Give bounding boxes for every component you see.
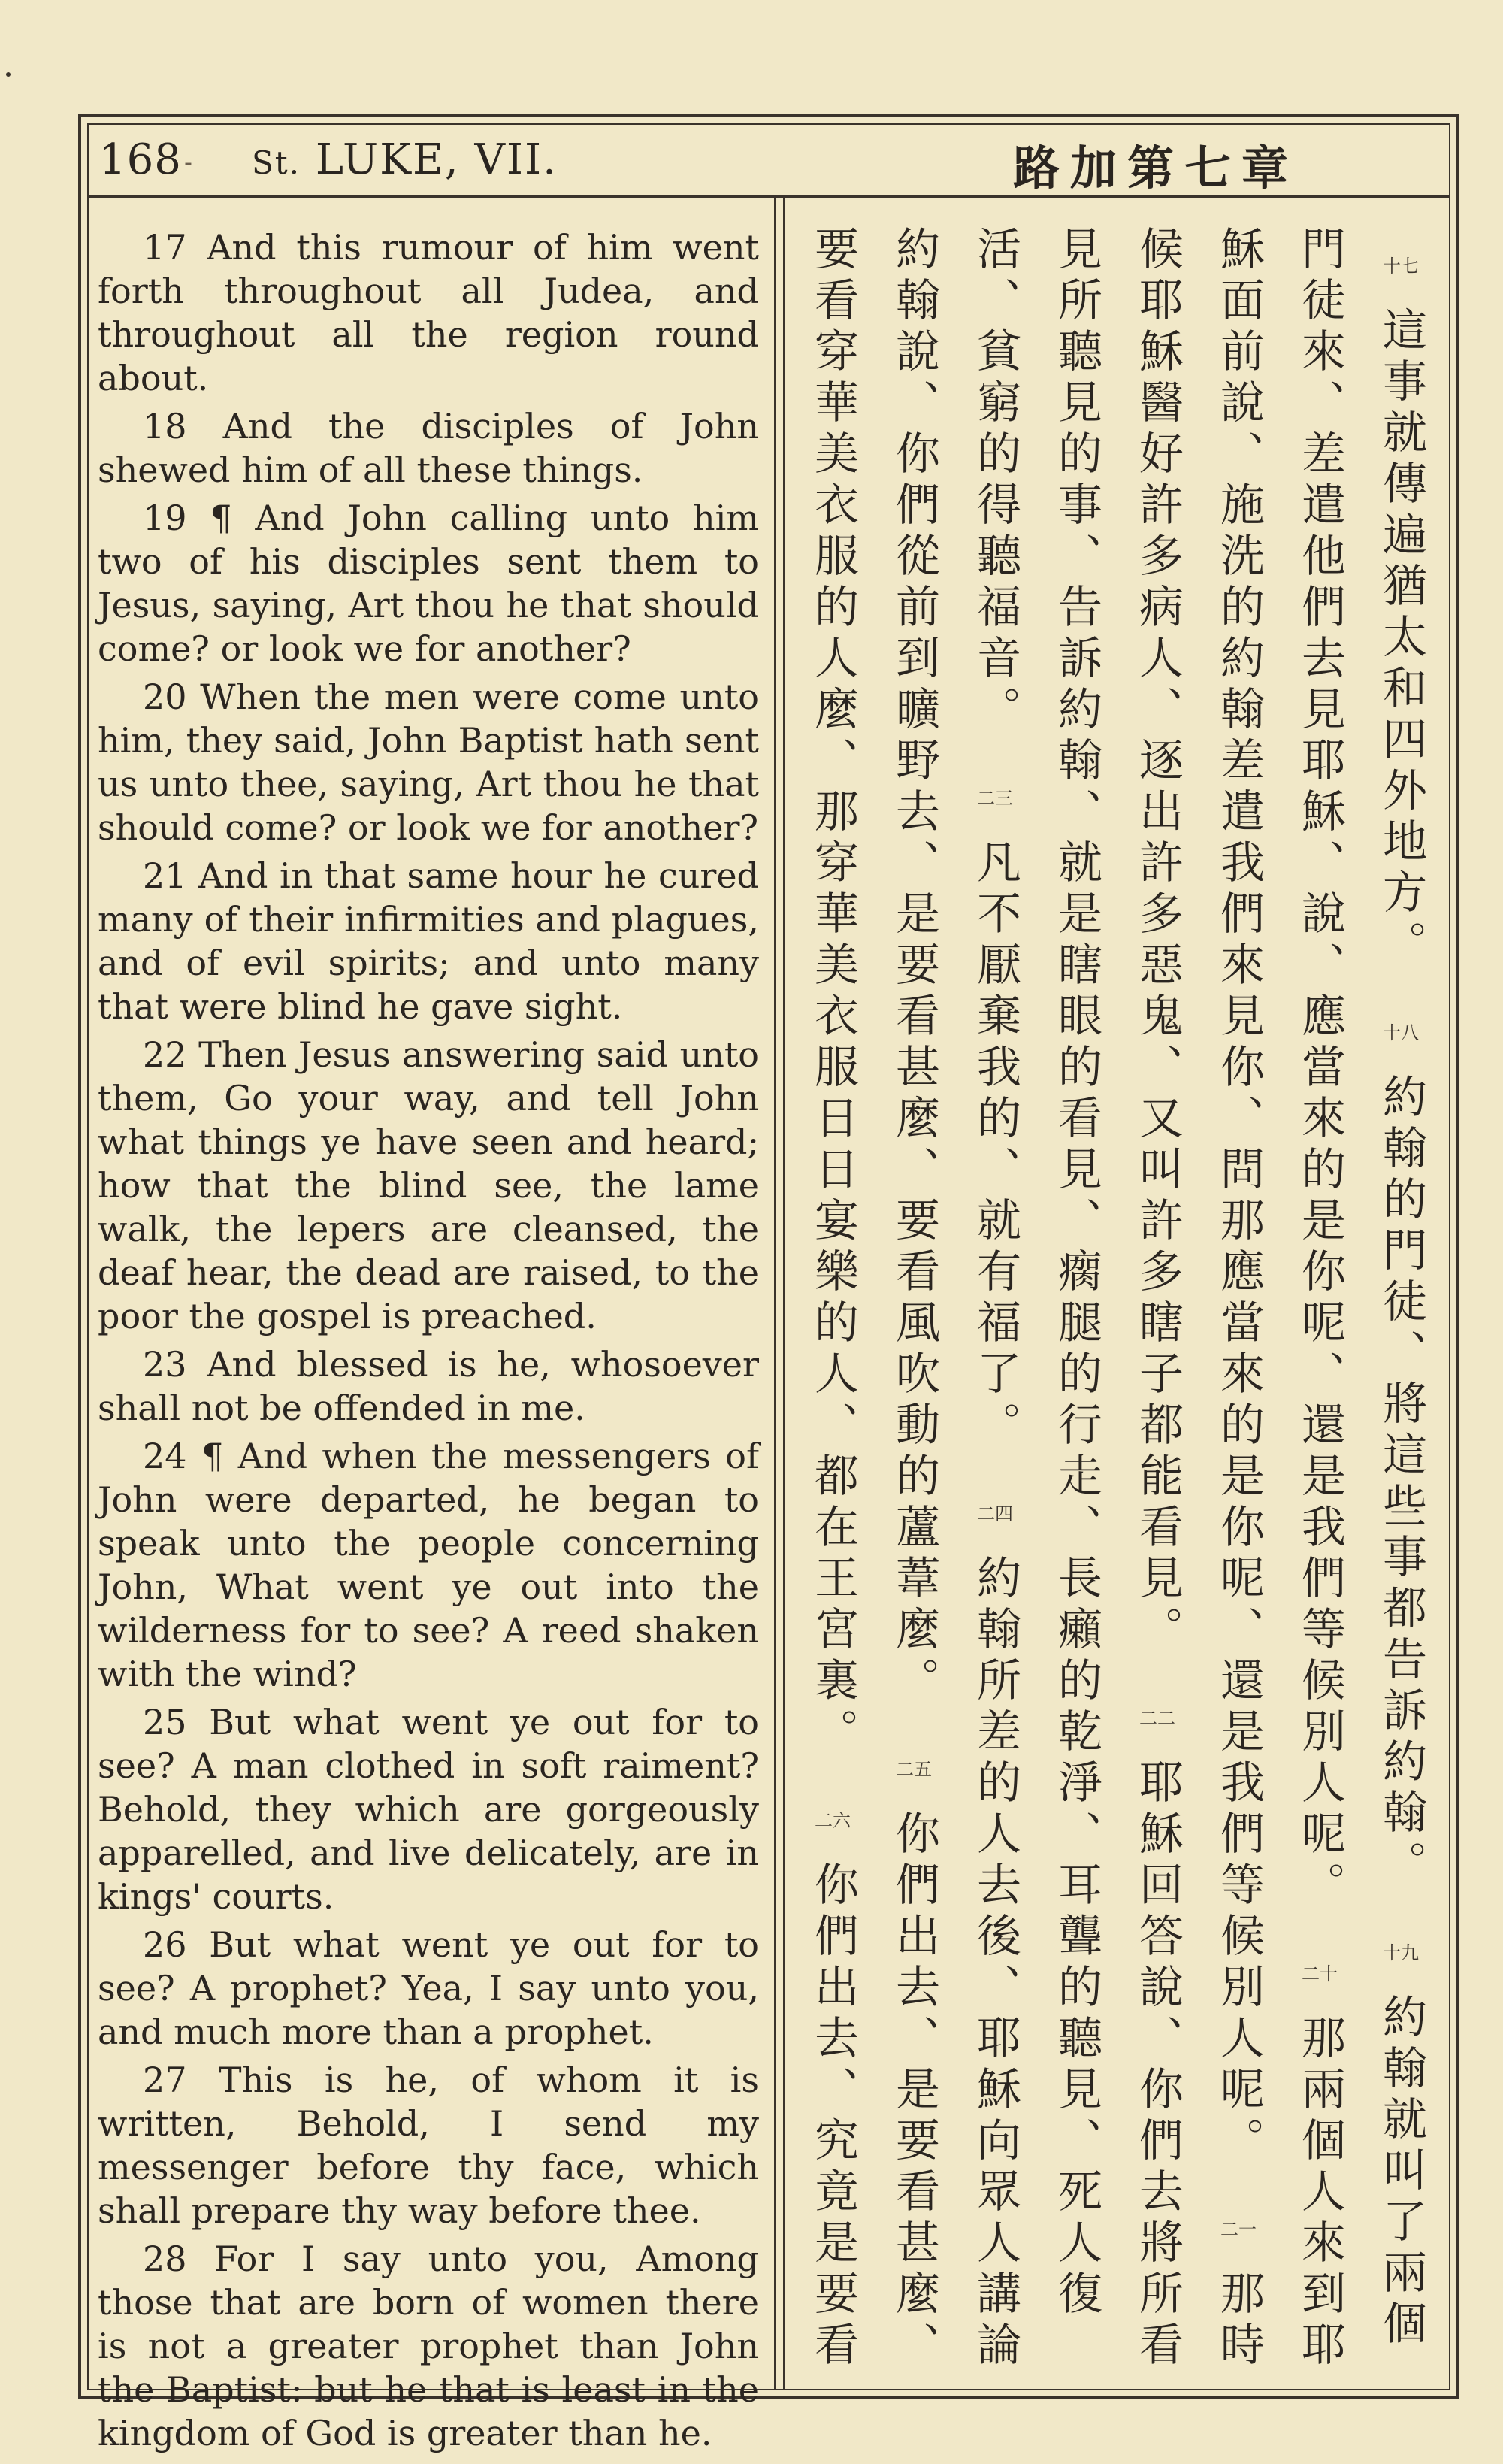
chinese-chapter-title: 路加第七章 (1012, 141, 1299, 195)
verse-number: 二二 (1139, 1707, 1175, 1729)
verse-number: 二三 (977, 787, 1013, 809)
chinese-verse-17 (1375, 226, 1427, 971)
verse-text: 你們出去、是要看甚麼、要看穿華美衣服的人麼、那穿華美衣服日日宴樂的人、都在王宮裏。 (807, 226, 940, 2372)
chinese-verse-23 (969, 758, 1021, 1452)
chinese-verse-18 (1375, 992, 1427, 1891)
running-title-rest: LUKE, VII. (301, 135, 558, 184)
verse-number: 二五 (896, 1758, 932, 1780)
verse-text: 約翰的門徒、將這些事都告訴約翰。 (1375, 1073, 1427, 1891)
verse-text: 你們出去、究竟是要看 (807, 1860, 859, 2372)
verse-text: 這事就傳遍猶太和四外地方。 (1375, 307, 1427, 971)
header-mark: ˗ (184, 147, 193, 177)
english-verse-25: 25 But what went ye out for to see? A man clothed in soft raiment? Behold, they which are gorgeously apparelled, and live delicately, are in kings' courts. (98, 1702, 759, 1917)
verse-number: 十八 (1383, 1022, 1419, 1043)
column-divider-inner (783, 198, 785, 2389)
verse-number: 二四 (977, 1503, 1013, 1524)
verse-number: 二六 (815, 1809, 851, 1831)
english-verse-26: 26 But what went ye out for to see? A prophet? Yea, I say unto you, and much more than a prophet. (98, 1924, 759, 2052)
verse-number: 十九 (1383, 1942, 1419, 1963)
verse-text: 約翰就叫了兩個門徒來、差遣他們去見耶穌、說、應當來的是你呢、還是我們等候別人呢。 (1294, 226, 1427, 2351)
stray-ink-dot (6, 72, 11, 77)
english-verse-18: 18 And the disciples of John shewed him of all these things. (98, 406, 759, 490)
english-verse-24: 24 ¶ And when the messengers of John were departed, he began to speak unto the people concerning John, What went ye out into the wilderness for to see? A reed shaken with the wind? (98, 1436, 759, 1694)
chinese-column (795, 226, 1441, 2375)
verse-number: 二十 (1302, 1963, 1338, 1984)
english-verse-20: 20 When the men were come unto him, they said, John Baptist hath sent us unto thee, saying, Art thou he that should come? or look we for another? (98, 677, 759, 848)
running-title (252, 135, 558, 184)
english-verse-19: 19 ¶ And John calling unto him two of his disciples sent them to Jesus, saying, Art thou he that should come? or look we for another? (98, 498, 759, 669)
english-column (98, 226, 759, 2459)
english-verse-23: 23 And blessed is he, whosoever shall not be offended in me. (98, 1344, 759, 1428)
verse-text: 那兩個人來到耶穌面前說、施洗的約翰差遣我們來見你、問那應當來的是你呢、還是我們等候別人呢。 (1213, 226, 1346, 2372)
english-verse-21: 21 And in that same hour he cured many of their infirmities and plagues, and of evil spirits; and unto many that were blind he gave sight. (98, 855, 759, 1027)
verse-text: 耶穌回答說、你們去將所看見所聽見的事、告訴約翰、就是瞎眼的看見、瘸腿的行走、長癩的乾淨、耳聾的聽見、死人復活、貧窮的得聽福音。 (969, 226, 1184, 2372)
page-number: 168 (99, 135, 182, 184)
running-title-prefix: St. (252, 144, 301, 181)
verse-text: 凡不厭棄我的、就有福了。 (969, 838, 1021, 1452)
column-divider (774, 198, 776, 2389)
english-verse-28: 28 For I say unto you, Among those that are born of women there is not a greater prophet than John the Baptist: but he that is least in the kingdom of God is greater than he. (98, 2238, 759, 2453)
verse-number: 十七 (1383, 256, 1419, 277)
english-verse-22: 22 Then Jesus answering said unto them, Go your way, and tell John what things ye have seen and heard; how that the blind see, the lame walk, the lepers are cleansed, the deaf hear, the dead are raised, to the poor the gospel is preached. (98, 1034, 759, 1336)
verse-number: 二一 (1220, 2218, 1257, 2240)
verse-text: 約翰所差的人去後、耶穌向眾人講論約翰說、你們從前到曠野去、是要看甚麼、要看風吹動的蘆葦麼。 (888, 226, 1021, 2372)
english-verse-27: 27 This is he, of whom it is written, Behold, I send my messenger before thy face, which shall prepare thy way before thee. (98, 2060, 759, 2231)
english-verse-17: 17 And this rumour of him went forth throughout all Judea, and throughout all the region round about. (98, 227, 759, 398)
verse-text: 那時候耶穌醫好許多病人、逐出許多惡鬼、又叫許多瞎子都能看見。 (1132, 226, 1265, 2372)
